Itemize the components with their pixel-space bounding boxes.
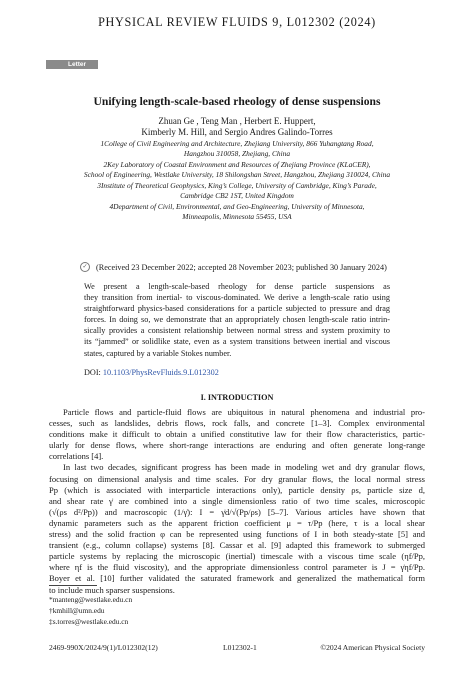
abstract-line: its “jammed” or solidlike state, even as a system transitions between inertial and viscous [84,337,390,347]
footer-issn: 2469-990X/2024/9(1)/L012302(12) [49,643,158,652]
abstract-line: states, captured by a variable Stokes number. [84,348,232,358]
body-line: focusing on dimensional analysis and time scales. For dry granular flows, the local normal stress [49,473,425,484]
body-line: and shear rate γ̇ are combined into a single dimensionless ratio of two time scales, microscopic [49,495,425,506]
body-line: (√(ρs d²/Pp)) and macroscopic (1/γ̇): I = γ̇d/√(Pp/ρs) [5–7]. Various articles have shown that [49,506,425,517]
affiliation-2a: 2Key Laboratory of Coastal Environment and Resources of Zhejiang Province (KLaCER), [103,160,371,169]
abstract-line: they transition from inertial- to viscous-dominated. We derive a length-scale ratio using [84,293,390,303]
abstract-line: forces. In doing so, we demonstrate that an appropriately chosen length-scale ratio intrin- [84,315,390,325]
footnotes [49,594,132,627]
body-line: particle systems by replacing the microscopic (inertial) timescale with a viscous time scale (ηf/Pp, [49,551,425,562]
body-text [49,407,425,596]
footer-page: L012302-1 [223,643,257,652]
footnote-email: ‡s.torres@westlake.edu.cn [49,617,129,626]
section-heading: I. INTRODUCTION [200,393,274,402]
footnote-rule [49,585,97,586]
check-for-updates-icon[interactable]: ✓ [80,262,90,272]
author-line-1 [0,116,474,126]
body-line: dynamic parameters such as the apparent friction coefficient μ = τ/Pp (here, τ is a local shear [49,517,425,528]
abstract-line: We present a length-scale-based rheology for dense particle suspensions as [84,282,390,291]
journal-header: PHYSICAL REVIEW FLUIDS 9, L012302 (2024) [98,15,376,29]
abstract [84,281,390,359]
authors-line2-text: Kimberly M. Hill, and Sergio Andres Galindo-Torres [141,127,333,137]
doi-label: DOI: [84,368,101,377]
body-line: transient (e.g., column collapse) systems [8]. Cassar et al. [9] adapted this framework to submerged [49,540,425,551]
body-line: where ηf is the fluid viscosity), and the appropriate dimensionless control parameter is J = γ̇ηf/Pp. [49,562,425,573]
received-dates: (Received 23 December 2022; accepted 28 November 2023; published 30 January 2024) [96,263,387,272]
doi-link[interactable]: 10.1103/PhysRevFluids.9.L012302 [102,368,219,377]
affiliation-1b: Hangzhou 310058, Zhejiang, China [183,149,291,158]
body-line: conditions make it difficult to obtain a unified constitutive law for their flow characteristics, partic- [49,429,425,440]
affiliation-4a: 4Department of Civil, Environmental, and Geo-Engineering, University of Minnesota, [109,202,365,211]
footnote-email: *manteng@westlake.edu.cn [49,595,133,604]
body-line: ularly for dense flows, where short-range interactions are enduring and often generate long-range [49,440,425,451]
body-line: Pp (which is associated with interparticle interactions only), particle density ρs, particle size d, [49,484,425,495]
doi-line [84,368,219,377]
affiliation-3a: 3Institute of Theoretical Geophysics, King’s College, University of Cambridge, King’s Parade, [97,181,377,190]
body-line: correlations [4]. [49,451,104,462]
body-line: stress) and the solid fraction φ can be represented using functions of I in both steady-state [5] and [49,529,425,540]
letter-tag: Letter [46,60,98,69]
abstract-line: sically provides a consistent relationship between normal stress and system proximity to [84,326,390,336]
authors-line1-text: Zhuan Ge , Teng Man , Herbert E. Huppert, [158,116,316,126]
affiliation-2b: School of Engineering, Westlake University, 18 Shilongshan Street, Hangzhou, Zhejiang 310024, China [83,170,391,179]
footnote-email: †kmhill@umn.edu [49,606,105,615]
abstract-line: straightforward physics-based considerations for a particle subjected to pressure and drag [84,304,390,314]
body-line: cesses, such as landslides, debris flows, rock falls, and concrete [1–3]. Complex environmental [49,418,425,429]
author-line-2 [0,127,474,137]
body-line: Particle flows and particle-fluid flows are ubiquitous in natural phenomena and industrial pro- [63,407,425,417]
affiliation-4b: Minneapolis, Minnesota 55455, USA [182,212,292,221]
body-line: Boyer et al. [10] further validated the saturated framework and generalized the mathematical form [49,573,425,584]
footer-copyright: ©2024 American Physical Society [320,643,425,652]
body-line: to include much sparser suspensions. [49,584,175,595]
affiliation-3b: Cambridge CB2 1ST, United Kingdom [180,191,294,200]
paper-title: Unifying length-scale-based rheology of dense suspensions [93,95,381,108]
affiliation-1a: 1College of Civil Engineering and Architecture, Zhejiang University, 866 Yuhangtang Road, [100,139,374,148]
body-line: In last two decades, significant progress has been made in modeling wet and dry granular flows, [63,462,425,473]
